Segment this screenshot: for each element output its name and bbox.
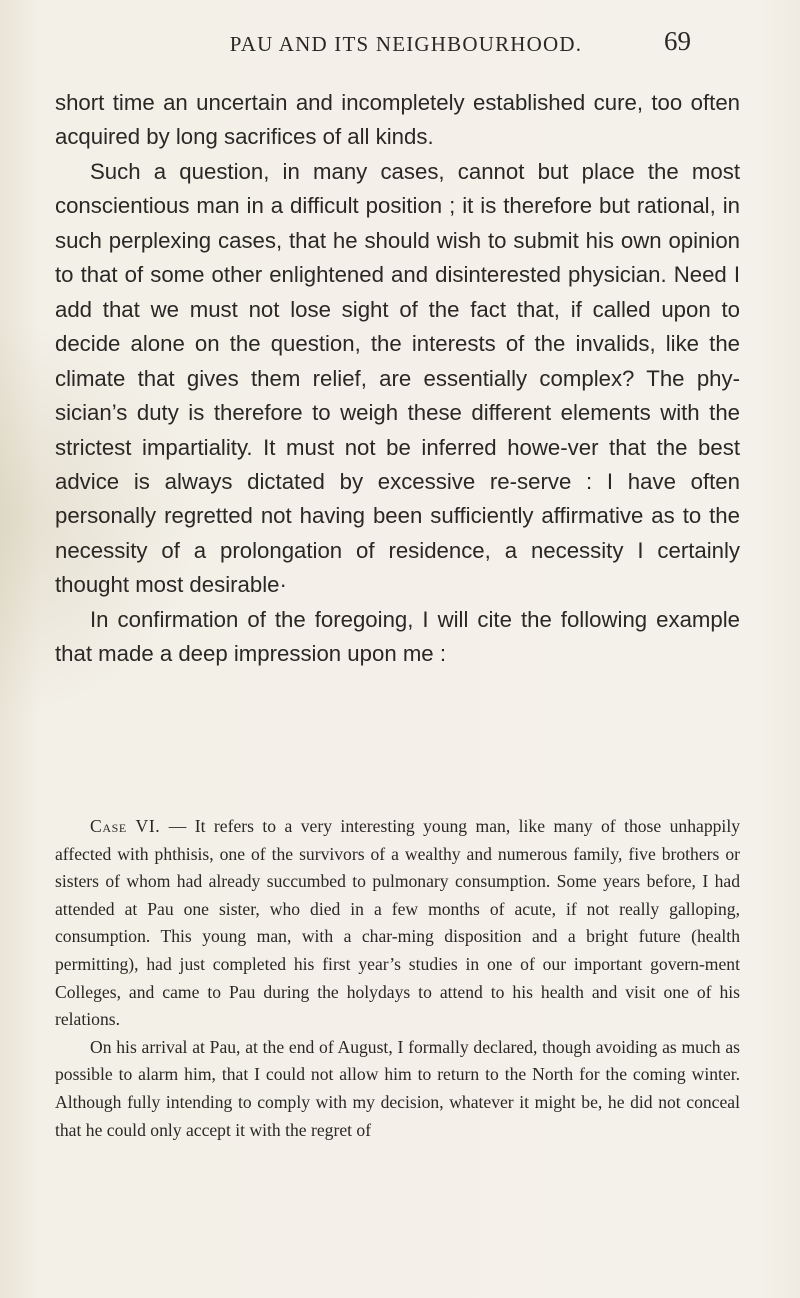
page-number: 69 (664, 26, 691, 56)
case-paragraph-arrival: On his arrival at Pau, at the end of August, I formally declared, though avoiding as much as possible to alarm him, that I could not allow him to return to the North for the coming winter. Although fully intending to comply with my decision, whatever it might be, he did not conceal that he could only accept it with the regret of (55, 1036, 740, 1140)
case-label: Case VI. (90, 816, 161, 836)
case-intro-text: — It refers to a very interesting young man, like many of those unhappily affected with phthisis, one of the survivors of a wealthy and numerous family, five brothers or sisters of whom had already succumbed to pulmonary consumption. Some years before, I had attended at Pau one sister, who died in a few months of acute, if not really galloping, consumption. This young man, with a char-ming disposition and a bright future (health permitting), had just completed his first year’s studies in one of our important govern-ment Colleges, and came to Pau during the holydays to attend to his health and visit one of his relations. (55, 816, 740, 1030)
main-text (55, 86, 740, 672)
paragraph-question: Such a question, in many cases, cannot but place the most conscientious man in a difficult position ; it is therefore but rational, in such perplexing cases, that he should wish to submit his own opinion to that of some other enlightened and disinterested physician. Need I add that we must not lose sight of the fact that, if called upon to decide alone on the question, the interests of the invalids, like the climate that gives them relief, are essentially complex? The phy-sician’s duty is therefore to weigh these different elements with the strictest impartiality. It must not be inferred howe-ver that the best advice is always dictated by excessive re-serve : I have often personally regretted not having been sufficiently affirmative as to the necessity of a prolongation of residence, a necessity I certainly thought most desirable· (55, 158, 740, 598)
case-paragraph-intro (55, 813, 740, 1034)
paragraph-continuation: short time an uncertain and incompletely established cure, too often acquired by long sacrifices of all kinds. (55, 90, 740, 150)
running-title: PAU AND ITS NEIGHBOURHOOD. (229, 32, 583, 56)
case-study (55, 813, 740, 1144)
paragraph-confirmation: In confirmation of the foregoing, I will cite the following example that made a deep impression upon me : (55, 606, 740, 667)
running-head (0, 26, 800, 62)
